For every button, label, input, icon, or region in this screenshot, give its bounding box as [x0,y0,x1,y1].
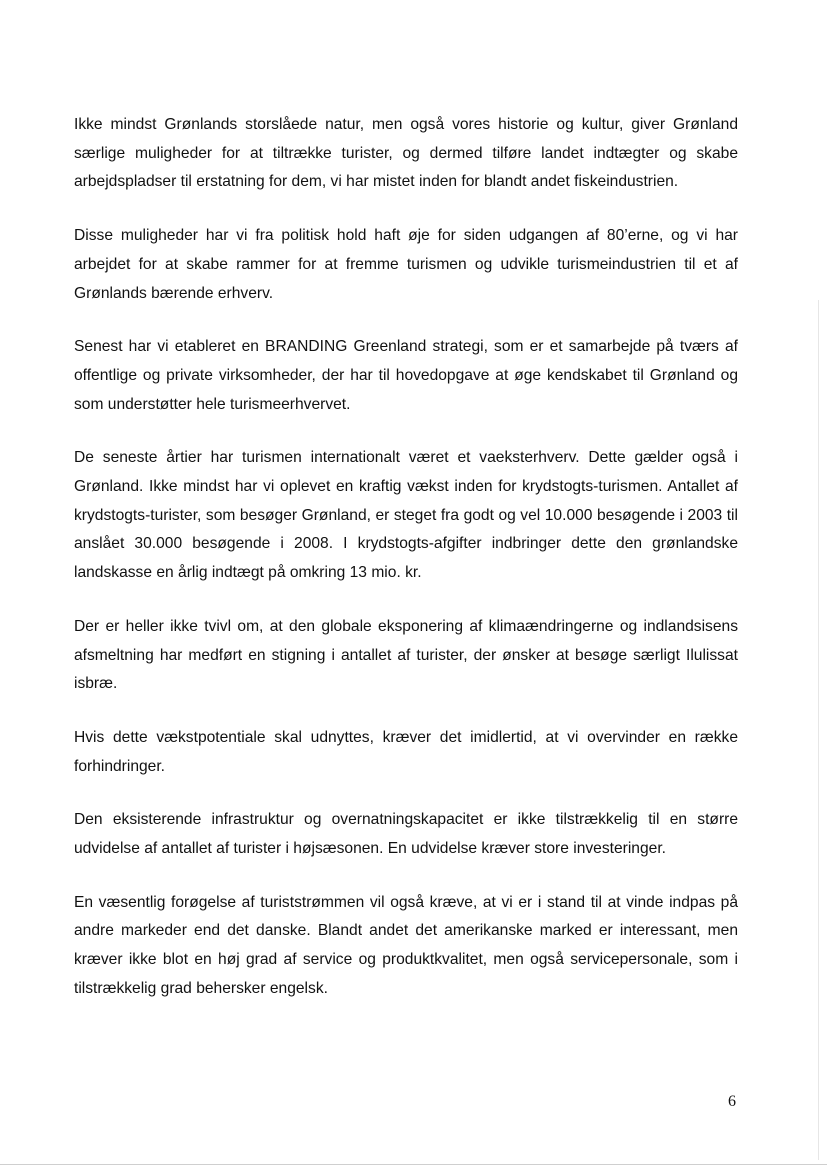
paragraph-6: Hvis dette vækstpotentiale skal udnyttes, kræver det imidlertid, at vi overvinder en række forhindringer. [74,728,738,775]
paragraph-2: Disse muligheder har vi fra politisk hold haft øje for siden udgangen af 80’erne, og vi har arbejdet for at skabe rammer for at fremme turismen og udvikle turismeindustrien til et af Grønlands bærende erhverv. [74,227,738,302]
document-body [74,111,738,1029]
page-number: 6 [728,1093,736,1110]
paragraph-8: En væsentlig forøgelse af turiststrømmen vil også kræve, at vi er i stand til at vinde indpas på andre markeder end det danske. Blandt andet det amerikanske marked er interessant, men kræver ikke blot en høj grad af service og produktkvalitet, men også servicepersonale, som i tilstrækkelig grad behersker engelsk. [74,893,738,997]
paragraph-7: Den eksisterende infrastruktur og overnatningskapacitet er ikke tilstrækkelig til en større udvidelse af antallet af turister i højsæsonen. En udvidelse kræver store investeringer. [74,811,738,858]
paragraph-1: Ikke mindst Grønlands storslåede natur, men også vores historie og kultur, giver Grønland særlige muligheder for at tiltrække turister, og dermed tilføre landet indtægter og skabe arbejdspladser til erstatning for dem, vi har mistet inden for blandt andet fiskeindustrien. [74,116,738,191]
paragraph-5: Der er heller ikke tvivl om, at den globale eksponering af klimaændringerne og indlandsisens afsmeltning har medført en stigning i antallet af turister, der ønsker at besøge særligt Ilulissat isbræ. [74,617,738,693]
paragraph-4: De seneste årtier har turismen internationalt været et vaeksterhverv. Dette gælder også i Grønland. Ikke mindst har vi oplevet en kraftig vækst inden for krydstogts-turismen. Antallet af krydstogts-turister, som besøger Grønland, er steget fra godt og vel 10.000 besøgende i 2003 til anslået 30.000 besøgende i 2008. I krydstogts-afgifter indbringer dette den grønlandske landskasse en årlig indtægt på omkring 13 mio. kr. [74,449,738,582]
scan-edge-right [818,300,819,1160]
scan-edge-bottom [0,1164,827,1165]
paragraph-3: Senest har vi etableret en BRANDING Greenland strategi, som er et samarbejde på tværs af offentlige og private virksomheder, der har til hovedopgave at øge kendskabet til Grønland og som understøtter hele turismeerhvervet. [74,338,738,413]
